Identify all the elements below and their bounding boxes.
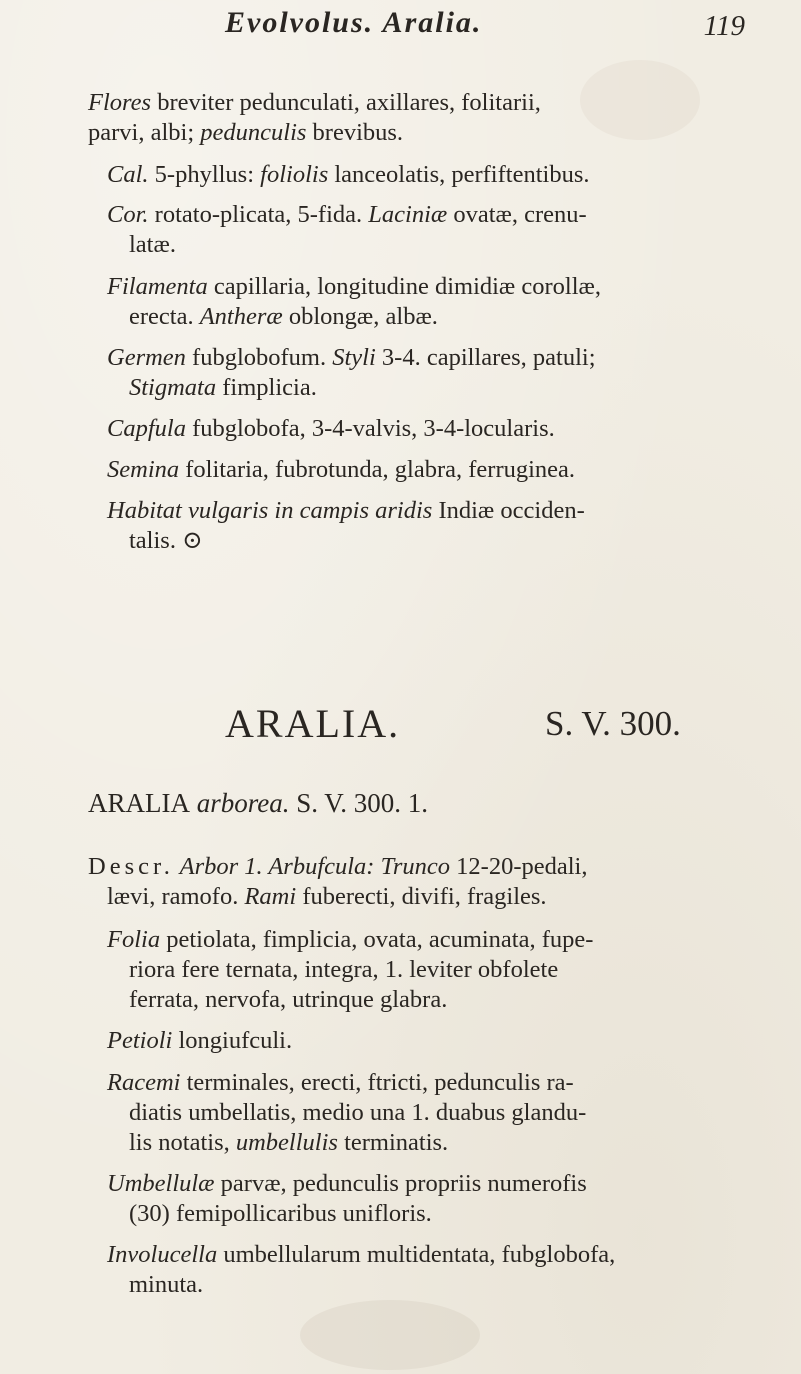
paper-stain [300, 1300, 480, 1370]
text: brevibus. [306, 119, 404, 146]
text: parvi, albi; [88, 119, 201, 146]
text: petiolata, fimplicia, ovata, acuminata, fupe- [160, 926, 594, 953]
folia-line-cont [129, 985, 447, 1015]
text: 5-phyllus: [148, 161, 261, 188]
folia-line [107, 925, 593, 955]
term: foliolis [260, 161, 329, 188]
descr-line [88, 852, 587, 882]
text: riora fere ternata, integra, 1. leviter obfolete [129, 956, 559, 983]
term: Cal. [107, 161, 149, 188]
term: Umbellulæ [107, 1170, 215, 1197]
text: (30) femipollicaribus unifloris. [129, 1200, 432, 1227]
germen-line-cont [129, 373, 317, 403]
racemi-line-cont [129, 1128, 448, 1158]
cor-line-cont [129, 230, 176, 260]
text: diatis umbellatis, medio una 1. duabus glandu- [129, 1099, 587, 1126]
umbellulae-line [107, 1169, 587, 1199]
text: rotato-plicata, 5-fida. [148, 201, 369, 228]
term: Capfula [107, 415, 186, 442]
text: umbellularum multidentata, fubglobofa, [217, 1241, 616, 1268]
text: lis notatis, [129, 1129, 236, 1156]
descr-label: Descr. [88, 853, 174, 880]
text: capillaria, longitudine dimidiæ corollæ, [207, 273, 602, 300]
text: longiufculi. [172, 1027, 293, 1054]
term: Stigmata [129, 374, 217, 401]
text: fubglobofa, 3-4-valvis, 3-4-locularis. [185, 415, 555, 442]
habitat-line [107, 496, 585, 526]
text: fuberecti, divifi, fragiles. [296, 883, 547, 910]
genus-reference: S. V. 300. [545, 704, 681, 743]
running-head: Evolvolus. Aralia. [225, 6, 483, 39]
capsula-line [107, 414, 555, 444]
text: talis. ⊙ [129, 527, 203, 554]
text: lanceolatis, perfiftentibus. [328, 161, 590, 188]
text: oblongæ, albæ. [282, 303, 438, 330]
term: Habitat vulgaris in campis aridis [107, 497, 433, 524]
term: Laciniæ [368, 201, 448, 228]
filamenta-line-cont [129, 302, 438, 332]
term: Filamenta [107, 273, 208, 300]
text: fimplicia. [216, 374, 317, 401]
species-epithet: arborea. [190, 788, 290, 818]
racemi-line [107, 1068, 574, 1098]
text: 12-20-pedali, [450, 853, 588, 880]
text: ovatæ, crenu- [447, 201, 587, 228]
flores-line-cont [88, 118, 403, 148]
umbellulae-line-cont [129, 1199, 432, 1229]
filamenta-line [107, 272, 601, 302]
semina-line [107, 455, 575, 485]
term: Rami [244, 883, 297, 910]
species-heading [88, 788, 428, 818]
habitat-line-cont [129, 526, 203, 556]
text: terminatis. [337, 1129, 449, 1156]
page-header [225, 6, 745, 66]
text: terminales, erecti, ftricti, pedunculis ra- [180, 1069, 574, 1096]
germen-line [107, 343, 596, 373]
text: Indiæ occiden- [432, 497, 585, 524]
cal-line [107, 160, 589, 190]
text: fubglobofum. [185, 344, 333, 371]
term: pedunculis [200, 119, 307, 146]
text: folitaria, fubrotunda, glabra, ferruginea. [179, 456, 576, 483]
paper-stain [580, 60, 700, 140]
term: Arbor 1. Arbufcula: [173, 853, 375, 880]
term: Involucella [107, 1241, 218, 1268]
term: Racemi [107, 1069, 181, 1096]
cor-line [107, 200, 587, 230]
page-number: 119 [703, 10, 745, 42]
text: lævi, ramofo. [107, 883, 245, 910]
text: breviter pedunculati, axillares, folitarii, [151, 89, 541, 116]
folia-line-cont [129, 955, 558, 985]
term: Antheræ [199, 303, 283, 330]
term: Folia [107, 926, 161, 953]
term: Germen [107, 344, 186, 371]
term: Cor. [107, 201, 149, 228]
text: 3-4. capillares, patuli; [375, 344, 596, 371]
text: ferrata, nervofa, utrinque glabra. [129, 986, 448, 1013]
term: Petioli [107, 1027, 173, 1054]
text: parvæ, pedunculis propriis numerofis [214, 1170, 587, 1197]
involucella-line [107, 1240, 615, 1270]
text: latæ. [129, 231, 176, 258]
descr-line-cont [107, 882, 547, 912]
term: Styli [332, 344, 376, 371]
term: Trunco [374, 853, 451, 880]
petioli-line [107, 1026, 292, 1056]
term: Semina [107, 456, 180, 483]
term: Flores [88, 89, 152, 116]
involucella-line-cont [129, 1270, 203, 1300]
term: umbellulis [235, 1129, 338, 1156]
text: minuta. [129, 1271, 204, 1298]
genus-heading: ARALIA. [225, 701, 401, 746]
species-reference: S. V. 300. 1. [289, 788, 429, 818]
flores-line [88, 88, 541, 118]
genus-name: ARALIA [88, 788, 190, 818]
racemi-line-cont [129, 1098, 586, 1128]
text: erecta. [129, 303, 200, 330]
